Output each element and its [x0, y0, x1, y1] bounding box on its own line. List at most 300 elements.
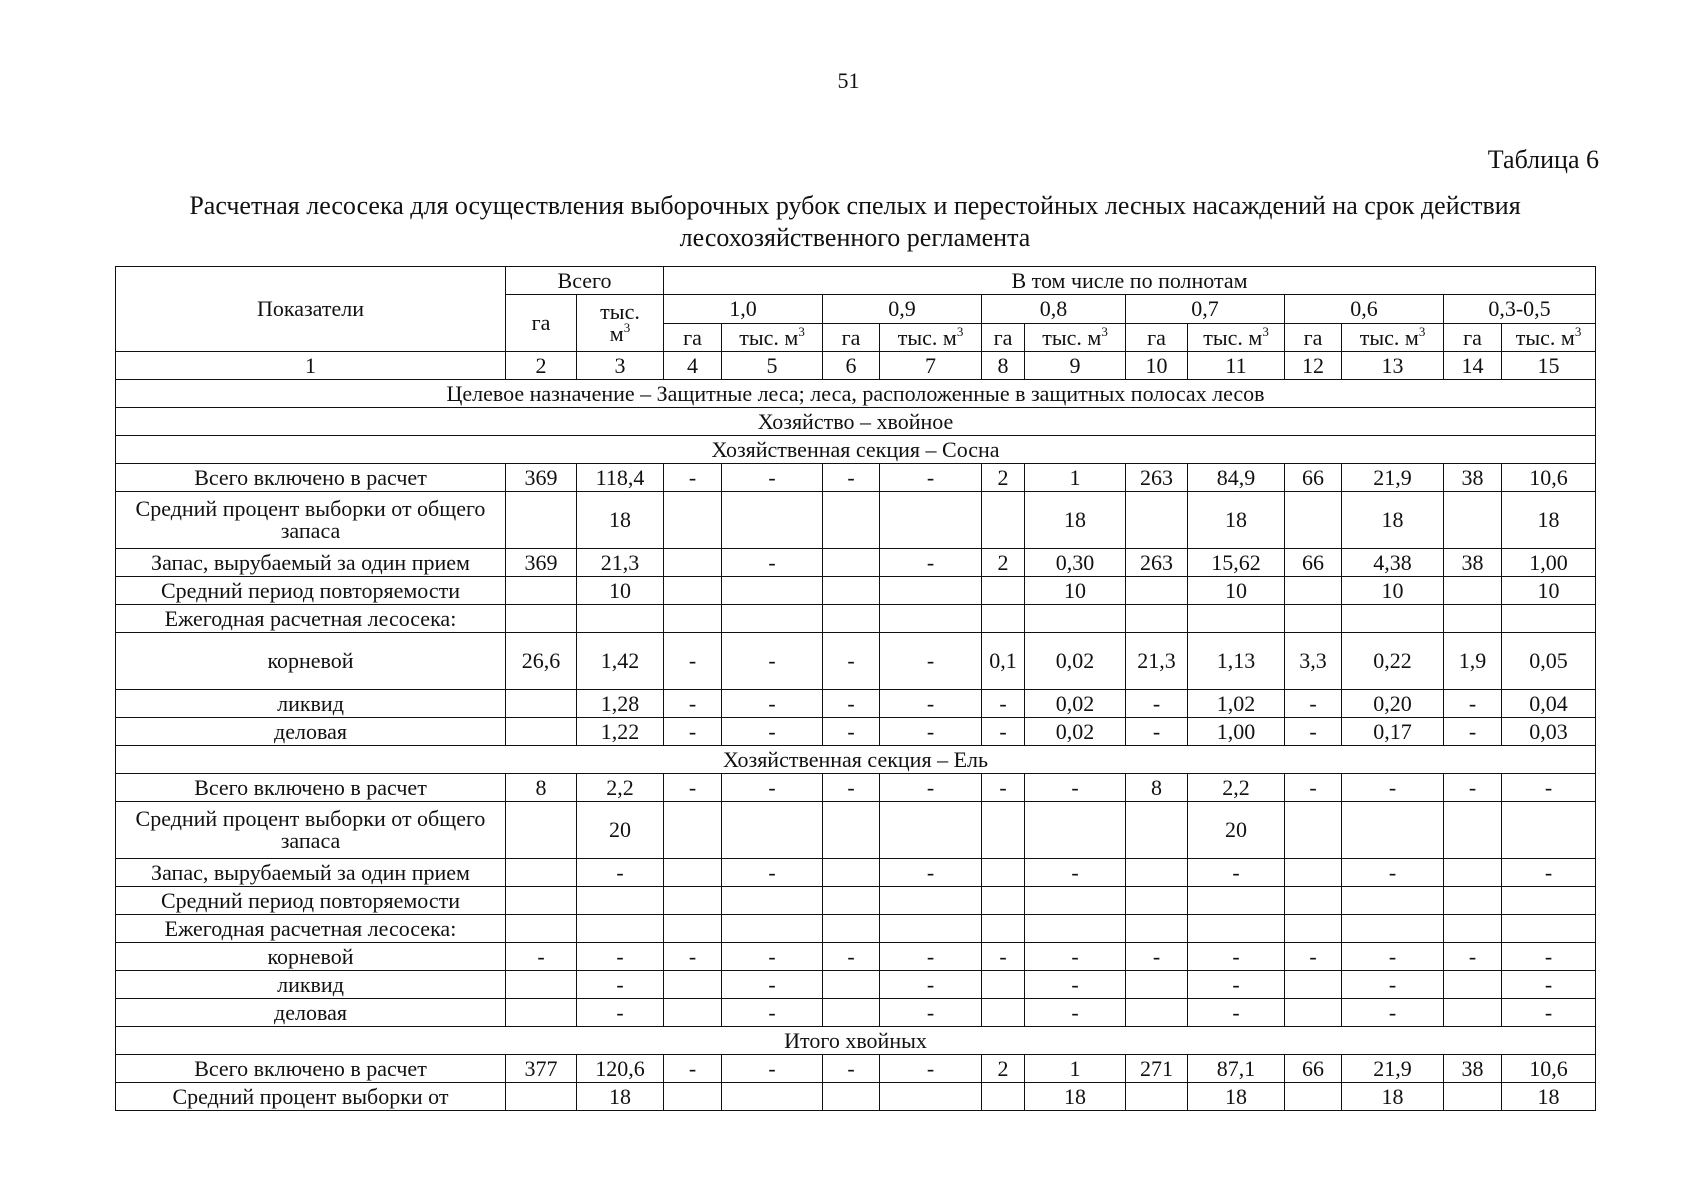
table-cell — [823, 887, 880, 915]
table-cell: - — [722, 690, 823, 718]
table-cell — [823, 1083, 880, 1111]
unit-exponent: 3 — [798, 323, 805, 339]
table-cell: - — [1285, 774, 1342, 802]
table-row — [116, 605, 1596, 633]
header-unit-ha: га — [664, 324, 722, 352]
table-cell: - — [1126, 718, 1188, 746]
table-cell: - — [880, 633, 982, 690]
table-cell: - — [982, 774, 1025, 802]
unit-exponent: 3 — [623, 320, 631, 335]
column-number: 12 — [1285, 352, 1342, 380]
table-cell — [823, 549, 880, 577]
row-label: корневой — [116, 943, 506, 971]
unit-cubic-meter: м — [609, 321, 624, 346]
table-cell: 38 — [1444, 549, 1502, 577]
row-label: ликвид — [116, 971, 506, 999]
table-cell — [880, 577, 982, 605]
table-cell: 38 — [1444, 1055, 1502, 1083]
table-row — [116, 887, 1596, 915]
table-cell — [1126, 492, 1188, 549]
section-title: Хозяйственная секция – Ель — [116, 746, 1596, 774]
table-cell — [722, 492, 823, 549]
table-cell — [1285, 492, 1342, 549]
column-number: 7 — [880, 352, 982, 380]
header-unit-ha: га — [1126, 324, 1188, 352]
table-cell: 0,20 — [1342, 690, 1444, 718]
table-cell: 18 — [1188, 1083, 1285, 1111]
table-cell — [577, 605, 664, 633]
table-cell: - — [880, 1055, 982, 1083]
table-row — [116, 1083, 1596, 1111]
table-cell: 1,00 — [1188, 718, 1285, 746]
unit-thousand-cubic-meter: тыс. м — [1359, 324, 1419, 350]
table-cell: 1,42 — [577, 633, 664, 690]
table-cell: - — [823, 690, 880, 718]
table-cell: 1,9 — [1444, 633, 1502, 690]
table-cell: 8 — [1126, 774, 1188, 802]
unit-exponent: 3 — [1574, 323, 1582, 339]
header-density: 0,3-0,5 — [1444, 295, 1596, 324]
unit-thousand-cubic-meter: тыс. м — [739, 324, 799, 350]
table-cell: 0,30 — [1025, 549, 1126, 577]
table-cell: 2 — [982, 549, 1025, 577]
table-cell: - — [880, 549, 982, 577]
table-cell — [1342, 802, 1444, 859]
table-cell: - — [577, 859, 664, 887]
table-cell — [880, 802, 982, 859]
table-cell: 120,6 — [577, 1055, 664, 1083]
table-cell: - — [722, 464, 823, 492]
table-cell — [1285, 605, 1342, 633]
table-cell: 10 — [1025, 577, 1126, 605]
table-cell: 1,02 — [1188, 690, 1285, 718]
table-cell — [1444, 577, 1502, 605]
table-cell: 20 — [1188, 802, 1285, 859]
table-cell — [506, 999, 577, 1027]
table-cell: - — [1502, 999, 1596, 1027]
table-cell: - — [1502, 859, 1596, 887]
row-label: деловая — [116, 999, 506, 1027]
table-cell: - — [823, 1055, 880, 1083]
table-cell: 18 — [1342, 1083, 1444, 1111]
table-cell — [506, 971, 577, 999]
table-cell — [1126, 859, 1188, 887]
table-row — [116, 492, 1596, 549]
table-cell: - — [1025, 943, 1126, 971]
table-cell: - — [577, 943, 664, 971]
header-unit-volume — [1342, 324, 1444, 352]
table-cell: 87,1 — [1188, 1055, 1285, 1083]
row-label: Ежегодная расчетная лесосека: — [116, 605, 506, 633]
table-cell: 18 — [1025, 492, 1126, 549]
row-label: Запас, вырубаемый за один прием — [116, 549, 506, 577]
row-label: Всего включено в расчет — [116, 1055, 506, 1083]
table-cell: - — [1025, 774, 1126, 802]
table-cell: 1,00 — [1502, 549, 1596, 577]
table-cell — [1126, 605, 1188, 633]
table-cell: - — [823, 774, 880, 802]
table-row — [116, 549, 1596, 577]
column-number: 5 — [722, 352, 823, 380]
table-cell: - — [1025, 859, 1126, 887]
table-cell — [722, 802, 823, 859]
table-cell: - — [1444, 943, 1502, 971]
column-number: 9 — [1025, 352, 1126, 380]
table-cell: - — [1285, 718, 1342, 746]
table-cell: - — [880, 718, 982, 746]
table-cell: - — [506, 943, 577, 971]
table-cell — [982, 915, 1025, 943]
table-row — [116, 802, 1596, 859]
table-cell — [506, 605, 577, 633]
table-cell: - — [664, 718, 722, 746]
table-cell — [1502, 802, 1596, 859]
table-cell — [1342, 915, 1444, 943]
section-row — [116, 408, 1596, 436]
table-cell: 18 — [1342, 492, 1444, 549]
header-unit-ha: га — [982, 324, 1025, 352]
table-cell: - — [823, 943, 880, 971]
column-number: 4 — [664, 352, 722, 380]
column-number: 6 — [823, 352, 880, 380]
header-density: 1,0 — [664, 295, 823, 324]
table-cell: 0,22 — [1342, 633, 1444, 690]
table-cell: 15,62 — [1188, 549, 1285, 577]
table-cell — [1444, 887, 1502, 915]
header-density: 0,6 — [1285, 295, 1444, 324]
table-cell: - — [664, 690, 722, 718]
table-cell — [664, 887, 722, 915]
table-cell: 0,17 — [1342, 718, 1444, 746]
table-cell — [1342, 887, 1444, 915]
row-label: Средний процент выборки от общего запаса — [116, 802, 506, 859]
table-cell — [1444, 492, 1502, 549]
table-cell: - — [1188, 999, 1285, 1027]
table-cell: - — [1342, 774, 1444, 802]
page-number: 51 — [837, 68, 860, 93]
table-cell: 18 — [1502, 492, 1596, 549]
column-numbers-row — [116, 352, 1596, 380]
table-cell — [577, 915, 664, 943]
table-cell — [823, 999, 880, 1027]
section-title: Хозяйственная секция – Сосна — [116, 436, 1596, 464]
table-cell — [982, 971, 1025, 999]
column-number: 14 — [1444, 352, 1502, 380]
column-number: 15 — [1502, 352, 1596, 380]
section-row — [116, 746, 1596, 774]
table-cell — [1025, 887, 1126, 915]
table-cell: 271 — [1126, 1055, 1188, 1083]
table-cell — [506, 1083, 577, 1111]
table-row — [116, 464, 1596, 492]
section-title: Хозяйство – хвойное — [116, 408, 1596, 436]
table-cell: - — [1342, 943, 1444, 971]
table-cell: - — [823, 718, 880, 746]
table-cell: 1,28 — [577, 690, 664, 718]
table-cell — [1444, 999, 1502, 1027]
table-cell — [823, 971, 880, 999]
header-indicators: Показатели — [116, 267, 506, 352]
table-cell — [1126, 1083, 1188, 1111]
table-cell — [664, 605, 722, 633]
table-cell — [823, 859, 880, 887]
table-cell: - — [1444, 718, 1502, 746]
table-cell: 1 — [1025, 464, 1126, 492]
table-cell: - — [1342, 999, 1444, 1027]
table-row — [116, 774, 1596, 802]
table-cell — [1285, 971, 1342, 999]
table-cell: 10 — [577, 577, 664, 605]
table-cell: 3,3 — [1285, 633, 1342, 690]
table-cell — [506, 915, 577, 943]
row-label: Средний период повторяемости — [116, 887, 506, 915]
unit-thousand-cubic-meter: тыс. м — [1203, 324, 1263, 350]
table-header — [116, 267, 1596, 380]
section-row — [116, 1027, 1596, 1055]
table-cell: - — [1126, 943, 1188, 971]
table-cell: 263 — [1126, 464, 1188, 492]
table-cell: 18 — [1502, 1083, 1596, 1111]
table-cell — [982, 1083, 1025, 1111]
table-cell: 0,05 — [1502, 633, 1596, 690]
table-cell: - — [1502, 943, 1596, 971]
table-cell: - — [1025, 971, 1126, 999]
table-cell: 18 — [1188, 492, 1285, 549]
table-cell: 18 — [1025, 1083, 1126, 1111]
table-row — [116, 577, 1596, 605]
table-cell: - — [1444, 690, 1502, 718]
row-label: корневой — [116, 633, 506, 690]
table-cell: 377 — [506, 1055, 577, 1083]
table-cell — [1188, 605, 1285, 633]
table-cell: 21,3 — [577, 549, 664, 577]
table-cell: 18 — [577, 492, 664, 549]
table-cell — [506, 859, 577, 887]
table-cell — [1285, 887, 1342, 915]
table-row — [116, 971, 1596, 999]
header-density: 0,7 — [1126, 295, 1285, 324]
table-cell — [664, 492, 722, 549]
table-cell: 66 — [1285, 464, 1342, 492]
table-cell — [664, 1083, 722, 1111]
table-cell: - — [880, 690, 982, 718]
unit-thousand-cubic-meter: тыс. м — [1515, 324, 1575, 350]
table-label: Таблица 6 — [1487, 145, 1599, 174]
table-cell: 10,6 — [1502, 1055, 1596, 1083]
table-cell: 2 — [982, 464, 1025, 492]
table-cell: - — [664, 633, 722, 690]
table-cell — [1285, 859, 1342, 887]
table-cell: - — [1342, 859, 1444, 887]
header-total-volume — [577, 295, 664, 352]
table-row — [116, 718, 1596, 746]
table-cell: 66 — [1285, 549, 1342, 577]
table-row — [116, 999, 1596, 1027]
table-cell: - — [880, 464, 982, 492]
table-cell — [1025, 915, 1126, 943]
table-cell — [722, 577, 823, 605]
table-cell: - — [722, 633, 823, 690]
table-cell: - — [722, 859, 823, 887]
unit-exponent: 3 — [956, 323, 964, 339]
header-total: Всего — [506, 267, 664, 295]
table-cell: 0,03 — [1502, 718, 1596, 746]
table-cell — [1126, 915, 1188, 943]
row-label: ликвид — [116, 690, 506, 718]
unit-thousand: тыс. — [600, 299, 640, 324]
table-cell: - — [1502, 774, 1596, 802]
table-row — [116, 633, 1596, 690]
table-cell — [1444, 1083, 1502, 1111]
column-number: 8 — [982, 352, 1025, 380]
table-cell: 2,2 — [577, 774, 664, 802]
table-cell — [1502, 915, 1596, 943]
table-cell: 118,4 — [577, 464, 664, 492]
table-cell — [1285, 1083, 1342, 1111]
table-cell — [664, 549, 722, 577]
table-cell — [982, 859, 1025, 887]
table-cell — [1444, 859, 1502, 887]
table-cell — [823, 492, 880, 549]
table-cell — [1126, 999, 1188, 1027]
table-cell: - — [880, 943, 982, 971]
header-unit-ha: га — [1285, 324, 1342, 352]
section-row — [116, 380, 1596, 408]
unit-exponent: 3 — [1262, 323, 1269, 339]
table-cell — [1126, 577, 1188, 605]
table-cell — [1188, 887, 1285, 915]
table-cell — [982, 887, 1025, 915]
header-unit-volume — [1025, 324, 1126, 352]
table-cell — [506, 887, 577, 915]
section-row — [116, 436, 1596, 464]
table-row — [116, 915, 1596, 943]
header-density: 0,8 — [982, 295, 1126, 324]
table-cell: - — [982, 943, 1025, 971]
table-cell — [982, 492, 1025, 549]
table-cell — [664, 802, 722, 859]
unit-thousand-cubic-meter: тыс. м — [897, 324, 957, 350]
table-cell: 0,04 — [1502, 690, 1596, 718]
table-cell — [1444, 915, 1502, 943]
table-cell: 2 — [982, 1055, 1025, 1083]
column-number: 3 — [577, 352, 664, 380]
table-cell — [1025, 802, 1126, 859]
header-unit-volume — [722, 324, 823, 352]
table-cell: 10,6 — [1502, 464, 1596, 492]
column-number: 2 — [506, 352, 577, 380]
section-title: Целевое назначение – Защитные леса; леса, расположенные в защитных полосах лесов — [116, 380, 1596, 408]
table-cell — [1126, 802, 1188, 859]
table-cell: - — [1025, 999, 1126, 1027]
header-unit-volume — [1188, 324, 1285, 352]
header-unit-ha: га — [1444, 324, 1502, 352]
column-number: 10 — [1126, 352, 1188, 380]
table-body — [116, 380, 1596, 1111]
table-cell — [880, 492, 982, 549]
table-cell: 66 — [1285, 1055, 1342, 1083]
document-title: Расчетная лесосека для осуществления выборочных рубок спелых и перестойных лесных насаждений на срок действия лесохозяйственного регламента — [189, 191, 1521, 252]
table-row — [116, 859, 1596, 887]
table-cell — [823, 577, 880, 605]
table-cell — [880, 887, 982, 915]
table-cell: 263 — [1126, 549, 1188, 577]
row-label: Всего включено в расчет — [116, 464, 506, 492]
table-cell: 26,6 — [506, 633, 577, 690]
table-cell — [880, 605, 982, 633]
table-cell — [1444, 802, 1502, 859]
unit-exponent: 3 — [1418, 323, 1426, 339]
row-label: Всего включено в расчет — [116, 774, 506, 802]
header-unit-ha: га — [823, 324, 880, 352]
table-cell — [823, 915, 880, 943]
table-cell: - — [664, 1055, 722, 1083]
table-cell — [1188, 915, 1285, 943]
table-cell: - — [722, 1055, 823, 1083]
table-cell: - — [722, 718, 823, 746]
table-cell: - — [722, 549, 823, 577]
row-label: Ежегодная расчетная лесосека: — [116, 915, 506, 943]
row-label: деловая — [116, 718, 506, 746]
table-cell: 0,02 — [1025, 690, 1126, 718]
table-cell: 2,2 — [1188, 774, 1285, 802]
cutting-area-table — [115, 266, 1596, 1111]
table-cell: 369 — [506, 549, 577, 577]
table-cell: 18 — [577, 1083, 664, 1111]
table-cell: - — [880, 999, 982, 1027]
table-cell: 10 — [1342, 577, 1444, 605]
header-unit-volume — [1502, 324, 1596, 352]
table-cell: - — [722, 943, 823, 971]
table-cell: - — [722, 999, 823, 1027]
table-cell: - — [1444, 774, 1502, 802]
table-cell — [664, 577, 722, 605]
table-cell: - — [880, 859, 982, 887]
table-cell — [982, 577, 1025, 605]
table-cell — [506, 718, 577, 746]
table-cell: - — [1285, 690, 1342, 718]
table-row — [116, 690, 1596, 718]
table-cell: 0,02 — [1025, 718, 1126, 746]
table-cell — [1444, 605, 1502, 633]
table-cell: 21,3 — [1126, 633, 1188, 690]
table-cell: - — [1188, 859, 1285, 887]
header-total-ha: га — [506, 295, 577, 352]
table-cell — [880, 1083, 982, 1111]
table-cell — [880, 915, 982, 943]
table-cell: - — [1188, 943, 1285, 971]
table-cell — [577, 887, 664, 915]
table-cell — [664, 971, 722, 999]
table-cell — [1444, 971, 1502, 999]
table-cell: 1,13 — [1188, 633, 1285, 690]
table-cell: - — [880, 774, 982, 802]
table-cell — [1502, 605, 1596, 633]
table-row — [116, 1055, 1596, 1083]
table-row — [116, 943, 1596, 971]
table-cell — [1285, 999, 1342, 1027]
header-density: 0,9 — [823, 295, 982, 324]
table-cell — [823, 802, 880, 859]
table-cell: 21,9 — [1342, 1055, 1444, 1083]
column-number: 13 — [1342, 352, 1444, 380]
table-cell: - — [1126, 690, 1188, 718]
table-cell: 369 — [506, 464, 577, 492]
table-cell — [1126, 887, 1188, 915]
table-cell: - — [982, 690, 1025, 718]
table-cell — [664, 915, 722, 943]
column-number: 11 — [1188, 352, 1285, 380]
